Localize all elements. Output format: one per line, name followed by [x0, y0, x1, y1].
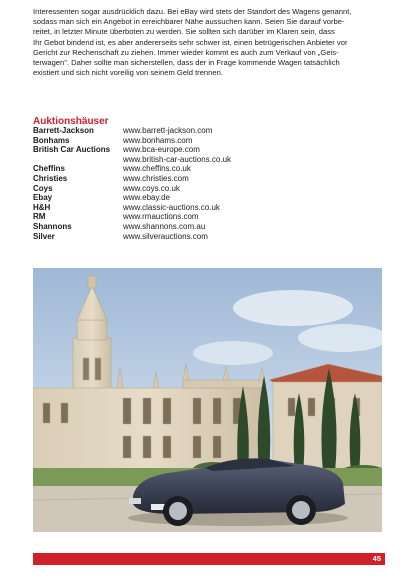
auction-house-url[interactable]: www.barrett-jackson.com [123, 126, 213, 135]
auction-house-name: Barrett-Jackson [33, 126, 94, 135]
auction-house-url: www.silverauctions.com [123, 231, 208, 241]
auction-house-name: RM [33, 212, 46, 222]
auction-house-name: Ebay [33, 193, 53, 203]
intro-paragraph [33, 7, 385, 78]
auction-house-list [33, 126, 231, 241]
intro-line: Interessenten sogar ausdrücklich dazu. Bei eBay wird stets der Standort des Wagens genannt, [33, 7, 352, 16]
intro-line: sodass man sich ein Angebot in erreichbarer Nähe aussuchen kann. Seien Sie darauf vorbe- [33, 17, 345, 27]
list-item [33, 212, 231, 222]
auction-house-name: British Car Auctions [33, 145, 111, 155]
auction-house-name: Silver [33, 231, 55, 241]
list-item [33, 193, 231, 203]
auction-house-url[interactable]: www.british-car-auctions.co.uk [123, 154, 232, 164]
intro-line: existiert und sich nicht voreilig von seinem Geld trennen. [33, 68, 223, 78]
cloud [233, 290, 353, 326]
auction-house-name: H&H [33, 202, 51, 212]
auction-house-url[interactable]: www.ebay.de [123, 193, 170, 203]
auction-house-url[interactable]: www.bonhams.com [123, 135, 193, 145]
intro-line: Ihr Gebot bindend ist, es aber andererseits sehr schwer ist, einen betrügerischen Anbieter vor [33, 37, 348, 47]
intro-line: Gericht zur Rechenschaft zu ziehen. Immer wieder kommt es auch zum Verkauf von „Geis- [33, 47, 339, 57]
intro-line: terwagen". Daher sollte man sicherstellen, dass der in Frage kommende Wagen tatsächlich [33, 58, 340, 68]
list-item [33, 203, 231, 213]
auction-house-name: Cheffins [33, 164, 65, 174]
auction-house-url[interactable]: www.classic-auctions.co.uk [123, 202, 220, 212]
list-item [33, 222, 231, 232]
auction-house-name: Shannons [33, 221, 72, 231]
auction-house-name: Coys [33, 183, 53, 193]
auction-house-url[interactable]: www.coys.co.uk [123, 183, 180, 193]
auction-house-name: Christies [33, 173, 68, 183]
list-item [33, 126, 231, 136]
auction-house-url[interactable]: www.cheffins.co.uk [123, 164, 191, 174]
auction-house-url[interactable]: www.bca-europe.com [123, 145, 200, 155]
list-item [33, 145, 231, 155]
list-item [33, 164, 231, 174]
auction-house-url[interactable]: www.rmauctions.com [123, 212, 199, 222]
footer-bar [33, 553, 385, 565]
list-item [33, 174, 231, 184]
list-item [33, 155, 231, 165]
cloud [193, 341, 273, 365]
auction-house-name: Bonhams [33, 135, 70, 145]
auction-house-name [33, 155, 123, 165]
list-item [33, 184, 231, 194]
auction-house-url[interactable]: www.shannons.com.au [123, 221, 206, 231]
section-heading: Auktionshäuser [33, 116, 109, 127]
list-item [33, 232, 231, 242]
car-photo [33, 268, 382, 532]
intro-line: reitet, in letzter Minute überboten zu werden. Sie sollten sich darüber im Klaren sein, dass [33, 27, 335, 37]
page-number: 45 [372, 554, 381, 563]
list-item [33, 136, 231, 146]
auction-house-url[interactable]: www.christies.com [123, 173, 189, 183]
